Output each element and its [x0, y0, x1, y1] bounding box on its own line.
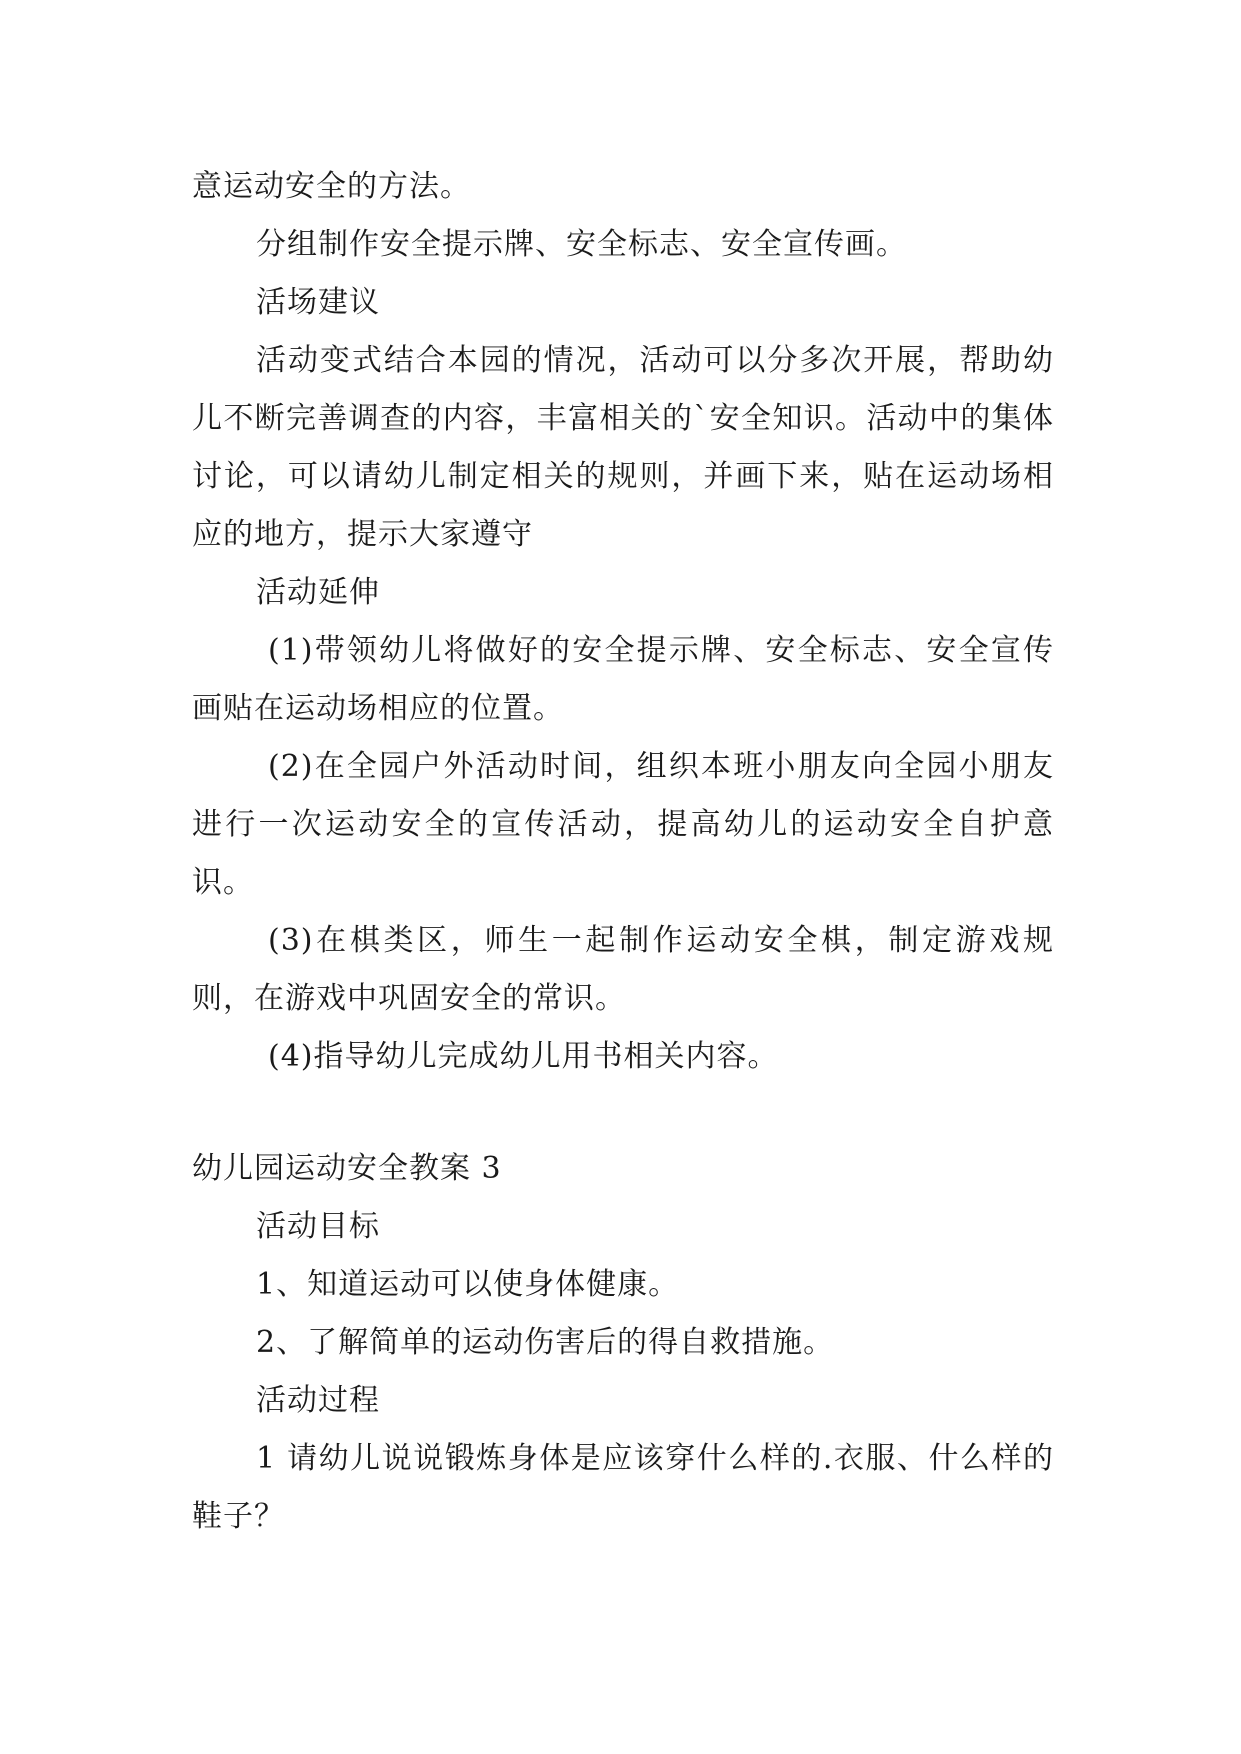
heading-process: 活动过程: [256, 1383, 380, 1418]
paragraph-process: 1 请幼儿说说锻炼身体是应该穿什么样的.衣服、什么样的鞋子？: [192, 1441, 1054, 1534]
extension-item-1: (1)带领幼儿将做好的安全提示牌、安全标志、安全宣传画贴在运动场相应的位置。: [192, 633, 1054, 726]
extension-item-4: (4)指导幼儿完成幼儿用书相关内容。: [268, 1039, 779, 1074]
extension-item-2: (2)在全园户外活动时间，组织本班小朋友向全园小朋友进行一次运动安全的宣传活动，提高幼儿的运动安全自护意识。: [192, 749, 1054, 900]
heading-goals: 活动目标: [256, 1209, 380, 1244]
goal-item-2: 2、了解简单的运动伤害后的得自救措施。: [256, 1325, 835, 1360]
heading-suggestion: 活场建议: [256, 285, 380, 320]
heading-extension: 活动延伸: [256, 575, 380, 610]
extension-item-3: (3)在棋类区，师生一起制作运动安全棋，制定游戏规则，在游戏中巩固安全的常识。: [192, 923, 1054, 1016]
paragraph-suggestion: 活动变式结合本园的情况，活动可以分多次开展，帮助幼儿不断完善调查的内容，丰富相关的`安全知识。活动中的集体讨论，可以请幼儿制定相关的规则，并画下来，贴在运动场相应的地方，提示大家遵守: [192, 343, 1054, 552]
document-content: [192, 158, 1054, 1546]
section-title: 幼儿园运动安全教案 3: [192, 1151, 502, 1186]
paragraph-continuation: 意运动安全的方法。: [192, 169, 471, 204]
goal-item-1: 1、知道运动可以使身体健康。: [256, 1267, 680, 1302]
paragraph-group-making: 分组制作安全提示牌、安全标志、安全宣传画。: [256, 227, 907, 262]
